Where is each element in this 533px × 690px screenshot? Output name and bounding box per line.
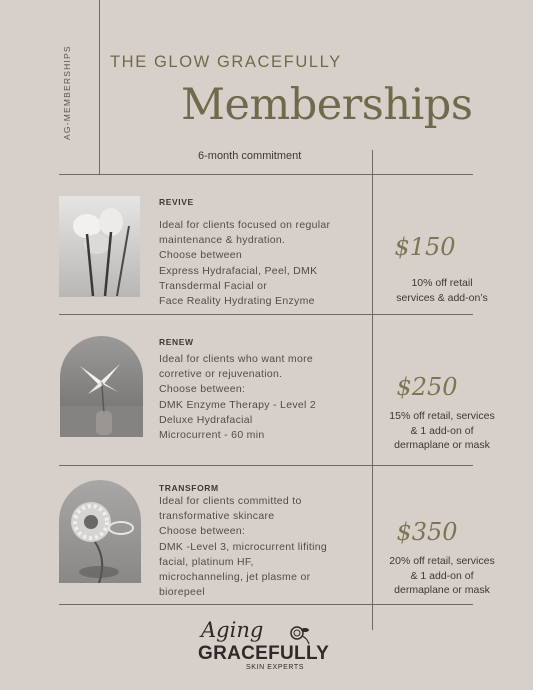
- tier-name-transform: TRANSFORM: [159, 483, 219, 493]
- divider-1: [59, 314, 473, 315]
- gerbera-photo: [59, 480, 141, 583]
- side-label: AG-MEMBERSHIPS: [62, 45, 72, 140]
- page-title: Memberships: [181, 80, 473, 130]
- commitment-label: 6-month commitment: [198, 150, 302, 162]
- page-subtitle: THE GLOW GRACEFULLY: [110, 53, 342, 71]
- lily-photo: [60, 336, 143, 437]
- tier-name-renew: RENEW: [159, 337, 194, 347]
- frame-header-line: [59, 174, 473, 175]
- perks-renew: 15% off retail, services & 1 add-on of dermaplane or mask: [389, 410, 495, 451]
- tier-description-renew: Ideal for clients who want more corretive or rejuvenation. Choose between: DMK Enzyme Therapy - Level 2 Deluxe Hydrafacial Microcurrent - 60 min: [159, 353, 317, 442]
- price-revive: $150: [394, 233, 456, 261]
- logo-main-text: GRACEFULLY: [198, 643, 330, 664]
- tier-description-revive: Ideal for clients focused on regular maintenance & hydration. Choose between Express Hydrafacial, Peel, DMK Transdermal Facial or Face Reality Hydrating Enzyme: [159, 219, 331, 308]
- price-transform: $350: [396, 518, 458, 546]
- tier-name-revive: REVIVE: [159, 197, 194, 207]
- frame-left-line: [99, 0, 100, 175]
- perks-revive: 10% off retail services & add-on’s: [396, 277, 488, 304]
- logo-sub-text: SKIN EXPERTS: [246, 664, 305, 671]
- logo-script-text: Aging: [201, 618, 264, 642]
- tier-description-transform: Ideal for clients committed to transformative skincare Choose between: DMK -Level 3, microcurrent lifiting facial, platinum HF, microchanneling, jet plasme or biorepeel: [159, 495, 328, 599]
- divider-2: [59, 465, 473, 466]
- price-renew: $250: [396, 373, 458, 401]
- anthurium-photo: [59, 196, 140, 297]
- divider-3: [59, 604, 473, 605]
- brand-logo: [195, 618, 345, 682]
- perks-transform: 20% off retail, services & 1 add-on of dermaplane or mask: [389, 555, 495, 596]
